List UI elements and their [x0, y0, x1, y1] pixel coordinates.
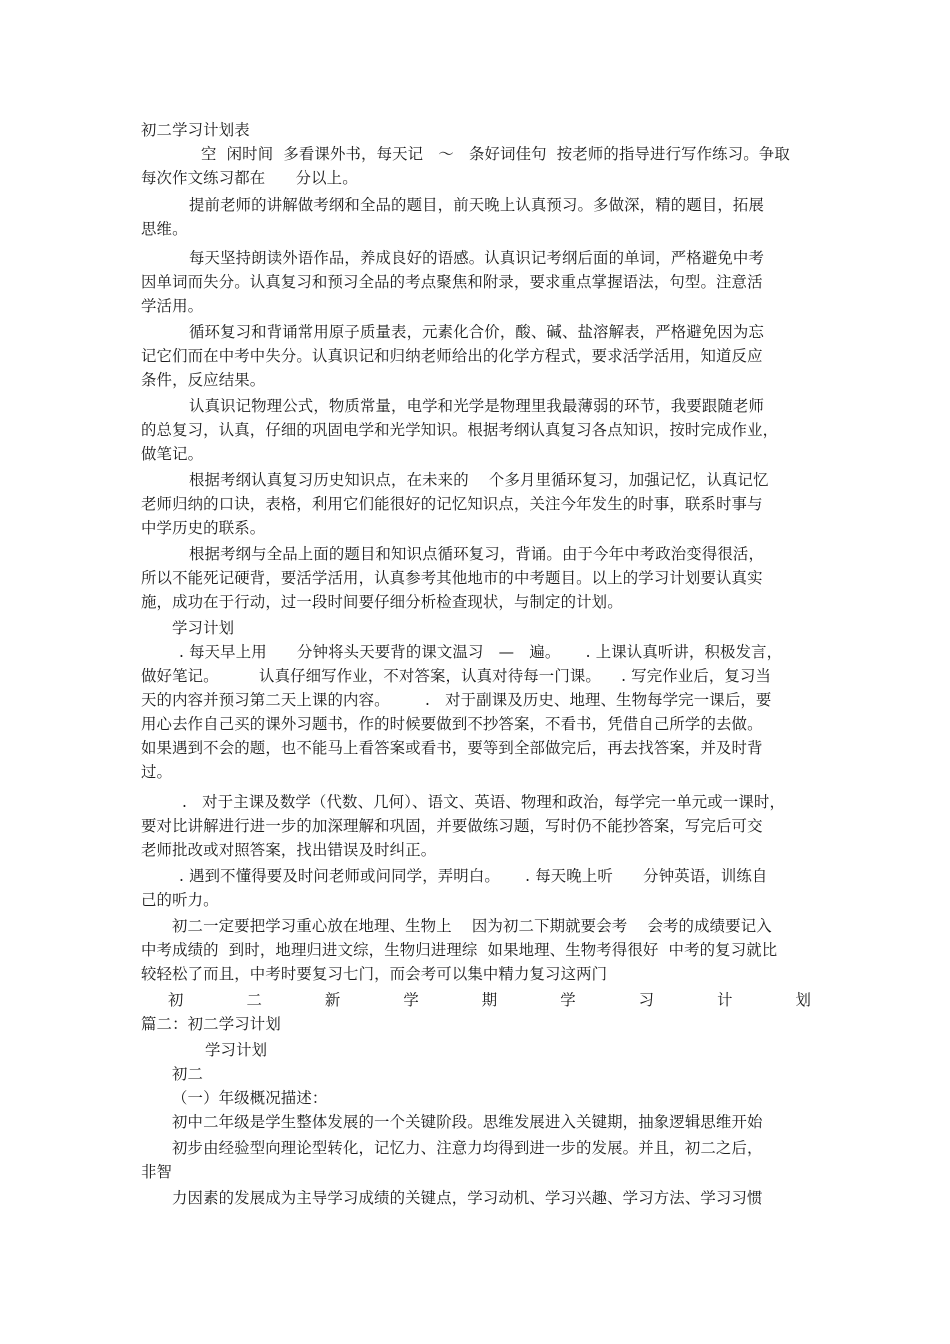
- doc-title: 初二学习计划表: [141, 121, 250, 139]
- heading-char: 新: [324, 991, 341, 1009]
- text-line: 空 闲时间 多看课外书，每天记 ～ 条好词佳句 按老师的指导进行写作练习。争取: [201, 145, 790, 163]
- subsection-heading: （一）年级概况描述：: [172, 1089, 328, 1107]
- text-line: 根据考纲与全品上面的题目和知识点循环复习，背诵。由于今年中考政治变得很活，: [189, 545, 765, 563]
- heading-char: 初: [168, 991, 184, 1009]
- text-line: 老师归纳的口诀，表格，利用它们能很好的记忆知识点，关注今年发生的时事，联系时事与: [141, 495, 763, 513]
- text-line: . 对于主课及数学（代数、几何）、语文、英语、物理和政治，每学完一单元或一课时，: [182, 793, 786, 811]
- text-line: 老师批改或对照答案，找出错误及时纠正。: [141, 841, 437, 859]
- text-line: 的总复习，认真，仔细的巩固电学和光学知识。根据考纲认真复习各点知识，按时完成作业，: [141, 421, 779, 439]
- text-line: 每次作文练习都在 分以上。: [141, 169, 358, 187]
- text-line: . 遇到不懂得要及时问老师或问同学，弄明白。 . 每天晚上听 分钟英语，训练自: [179, 867, 768, 885]
- text-line: 己的听力。: [141, 891, 219, 909]
- text-line: 循环复习和背诵常用原子质量表，元素化合价，酸、碱、盐溶解表，严格避免因为忘: [189, 323, 765, 341]
- text-line: 做笔记。: [141, 445, 204, 463]
- heading-char: 二: [246, 991, 262, 1009]
- text-line: 提前老师的讲解做考纲和全品的题目，前天晚上认真预习。多做深，精的题目，拓展: [189, 196, 765, 214]
- heading-char: 划: [795, 991, 811, 1009]
- section-heading: 学习计划: [172, 619, 235, 637]
- text-line: 中考成绩的 到时，地理归进文综，生物归进理综 如果地理、生物考得很好 中考的复习就比: [141, 941, 778, 959]
- section-heading: 篇二：初二学习计划: [141, 1015, 281, 1033]
- text-line: 施，成功在于行动，过一段时间要仔细分析检查现状，与制定的计划。: [141, 593, 623, 611]
- text-line: . 每天早上用 分钟将头天要背的课文温习 — 遍。 . 上课认真听讲，积极发言，: [179, 643, 783, 661]
- text-line: 初二: [172, 1065, 204, 1083]
- text-line: 初步由经验型向理论型转化，记忆力、注意力均得到进一步的发展。并且，初二之后，: [172, 1139, 763, 1157]
- text-line: 天的内容并预习第二天上课的内容。 . 对于副课及历史、地理、生物每学完一课后，要: [141, 691, 772, 709]
- heading-char: 期: [481, 991, 498, 1009]
- text-line: 每天坚持朗读外语作品，养成良好的语感。认真识记考纲后面的单词，严格避免中考: [189, 249, 765, 267]
- heading-char: 习: [638, 991, 655, 1009]
- text-line: 中学历史的联系。: [141, 519, 266, 537]
- heading-char: 学: [403, 991, 419, 1009]
- text-line: 用心去作自己买的课外习题书，作的时候要做到不抄答案，不看书，凭借自己所学的去做。: [141, 715, 763, 733]
- text-line: 过。: [141, 763, 173, 781]
- text-line: 学活用。: [141, 297, 204, 315]
- section-heading: 学习计划: [205, 1041, 268, 1059]
- text-line: 所以不能死记硬背，要活学活用，认真参考其他地市的中考题目。以上的学习计划要认真实: [141, 569, 763, 587]
- text-line: 认真识记物理公式，物质常量，电学和光学是物理里我最薄弱的环节，我要跟随老师: [189, 397, 765, 415]
- text-line: 初二一定要把学习重心放在地理、生物上 因为初二下期就要会考 会考的成绩要记入: [172, 917, 772, 935]
- heading-char: 学: [560, 991, 576, 1009]
- text-line: 根据考纲认真复习历史知识点，在未来的 个多月里循环复习，加强记忆，认真记忆: [189, 471, 769, 489]
- text-line: 要对比讲解进行进一步的加深理解和巩固，并要做练习题，写时仍不能抄答案，写完后可交: [141, 817, 763, 835]
- text-line: 如果遇到不会的题，也不能马上看答案或看书，要等到全部做完后，再去找答案，并及时背: [141, 739, 763, 757]
- text-line: 初中二年级是学生整体发展的一个关键阶段。思维发展进入关键期，抽象逻辑思维开始: [172, 1113, 763, 1131]
- text-line: 力因素的发展成为主导学习成绩的关键点，学习动机、学习兴趣、学习方法、学习习惯: [172, 1189, 763, 1207]
- heading-char: 计: [717, 991, 733, 1009]
- text-line: 非智: [141, 1163, 173, 1181]
- spread-heading: [168, 991, 811, 1010]
- text-line: 因单词而失分。认真复习和预习全品的考点聚焦和附录，要求重点掌握语法，句型。注意活: [141, 273, 763, 291]
- text-line: 思维。: [141, 220, 188, 238]
- text-line: 记它们而在中考中失分。认真识记和归纳老师给出的化学方程式，要求活学活用，知道反应: [141, 347, 763, 365]
- text-line: 条件，反应结果。: [141, 371, 266, 389]
- text-line: 较轻松了而且，中考时要复习七门，而会考可以集中精力复习这两门: [141, 965, 608, 983]
- text-line: 做好笔记。 认真仔细写作业，不对答案，认真对待每一门课。 . 写完作业后，复习当: [141, 667, 772, 685]
